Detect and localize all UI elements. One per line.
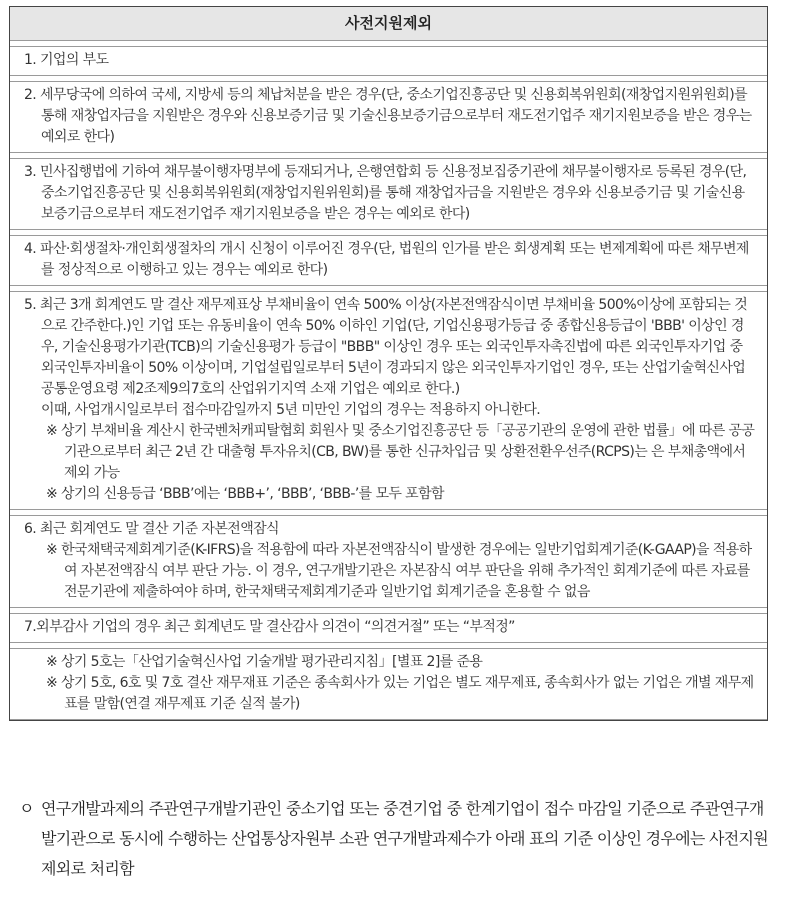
table-row-3 (10, 158, 767, 230)
row-note: ※ 상기의 신용등급 ‘BBB’에는 ‘BBB+’, ‘BBB’, ‘BBB-’를 모두 포함함 (46, 486, 444, 502)
table-header: 사전지원제외 (10, 7, 767, 41)
footer-paragraph (19, 794, 771, 884)
row-text: 1. 기업의 부도 (24, 52, 109, 68)
footer-text: 연구개발과제의 주관연구개발기관인 중소기업 또는 중견기업 중 한계기업이 접수 마감일 기준으로 주관연구개발기관으로 동시에 수행하는 산업통상자원부 소관 연구개발과제수가 아래 표의 기준 이상인 경우에는 사전지원제외로 처리함 (41, 799, 769, 878)
table-row-notes (10, 648, 767, 720)
exclusion-table (9, 6, 768, 721)
row-text: 2. 세무당국에 의하여 국세, 지방세 등의 체납처분을 받은 경우(단, 중소기업진흥공단 및 신용회복위원회(재창업지원위원회)를 통해 재창업자금을 지원받은 경우와 신용보증기금 및 기술신용보증기금으로부터 재도전기업주 재기지원보증을 받은 경우는 예외로 한다) (24, 87, 752, 145)
table-row-6 (10, 515, 767, 608)
row-note: ※ 상기 5호, 6호 및 7호 결산 재무재표 기준은 종속회사가 있는 기업은 별도 재무제표, 종속회사가 없는 기업은 개별 재무제표를 말함(연결 재무제표 기준 실적 불가) (46, 675, 754, 712)
table-row-1 (10, 46, 767, 76)
table-row-5 (10, 291, 767, 510)
row-text: 5. 최근 3개 회계연도 말 결산 재무제표상 부채비율이 연속 500% 이상(자본전액잠식이면 부채비율 500%이상에 포함되는 것으로 간주한다.)인 기업 또는 유동비율이 연속 50% 이하인 기업(단, 기업신용평가등급 중 종합신용등급이 'BBB' 이상인 경우, 기술신용평가기관(TCB)의 기술신용평가 등급이 "BBB" 이상인 경우 또는 외국인투자촉진법에 따른 외국인투자기업 중 외국인투자비율이 50% 이상이며, 기업설립일로부터 5년이 경과되지 않은 외국인투자기업인 경우, 또는 산업기술혁신사업 공통운영요령 제2조제9의7호의 산업위기지역 소재 기업은 예외로 한다.) (24, 297, 748, 397)
row-note: ※ 한국채택국제회계기준(K-IFRS)을 적용함에 따라 자본전액잠식이 발생한 경우에는 일반기업회계기준(K-GAAP)을 적용하여 자본전액잠식 여부 판단 가능. 이 경우, 연구개발기관은 자본잠식 여부 판단을 위해 추가적인 회계기준에 따른 자료를 전문기관에 제출하여야 하며, 한국채택국제회계기준과 일반기업 회계기준을 혼용할 수 없음 (46, 542, 752, 600)
row-text: 6. 최근 회계연도 말 결산 기준 자본전액잠식 (24, 521, 279, 537)
table-row-4 (10, 235, 767, 286)
row-note: ※ 상기 5호는「산업기술혁신사업 기술개발 평가관리지침」[별표 2]를 준용 (46, 654, 483, 670)
table-row-7 (10, 613, 767, 643)
bullet-icon: ㅇ (19, 799, 34, 818)
row-text: 3. 민사집행법에 기하여 채무불이행자명부에 등재되거나, 은행연합회 등 신용정보집중기관에 채무불이행자로 등록된 경우(단, 중소기업진흥공단 및 신용회복위원회(재창업지원위원회)를 통해 재창업자금을 지원받은 경우와 신용보증기금 및 기술신용보증기금으로부터 재도전기업주 재기지원보증을 받은 경우는 예외로 한다) (24, 164, 747, 222)
row-note: ※ 상기 부채비율 계산시 한국벤처캐피탈협회 회원사 및 중소기업진흥공단 등「공공기관의 운영에 관한 법률」에 따른 공공기관으로부터 최근 2년 간 대출형 투자유치(CB, BW)를 통한 신규차입금 및 상환전환우선주(RCPS)는 은 부채총액에서 제외 가능 (46, 423, 755, 481)
table-row-2 (10, 81, 767, 153)
row-text: 4. 파산·회생절차·개인회생절차의 개시 신청이 이루어진 경우(단, 법원의 인가를 받은 회생계획 또는 변제계획에 따른 채무변제를 정상적으로 이행하고 있는 경우는 예외로 한다) (24, 241, 749, 278)
row-continuation: 이때, 사업개시일로부터 접수마감일까지 5년 미만인 기업의 경우는 적용하지 아니한다. (41, 402, 541, 418)
row-text: 7.외부감사 기업의 경우 최근 회계년도 말 결산감사 의견이 “의견거절” 또는 “부적정” (24, 619, 515, 635)
